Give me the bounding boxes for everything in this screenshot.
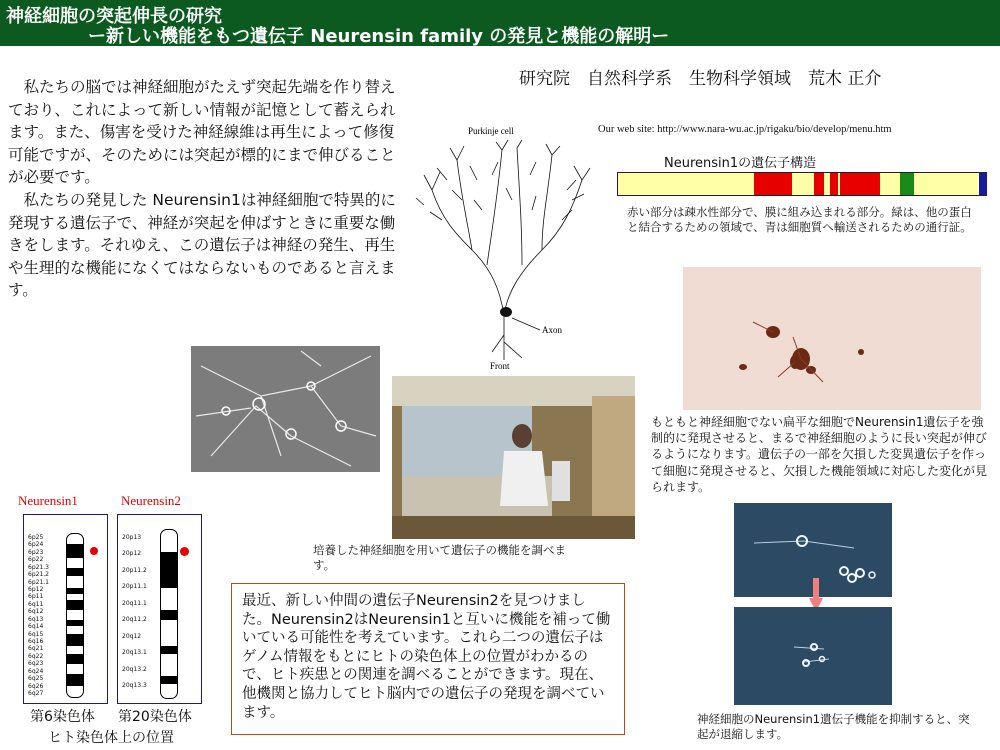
- band-label: 6q24: [28, 667, 44, 675]
- neurensin2-label: Neurensin2: [121, 493, 181, 508]
- hydrophobic-region: [754, 173, 792, 195]
- band-label: 6p25: [28, 534, 44, 541]
- culture-caption: 培養した神経細胞を用いて遺伝子の機能を調べます。: [313, 543, 566, 572]
- chromosome-6-caption: 第6染色体: [30, 709, 95, 725]
- band-label: 20q11.2: [122, 616, 147, 624]
- hydrophobic-region: [830, 173, 838, 195]
- band-label: 6p21.1: [28, 578, 49, 586]
- neurensin1-locus-marker: [90, 547, 98, 555]
- band-label: 6p11: [28, 593, 44, 601]
- band-label: 20p12: [122, 550, 142, 558]
- purkinje-label: Purkinje cell: [468, 126, 514, 136]
- gene-structure-bar: [617, 172, 987, 196]
- band-label: 20q13.1: [122, 649, 147, 657]
- band-label: 6p22: [28, 556, 44, 564]
- website-link[interactable]: Our web site: http://www.nara-wu.ac.jp/rigaku/bio/develop/menu.htm: [598, 124, 892, 135]
- band-label: 6p24: [28, 541, 44, 549]
- intro-text: [8, 76, 406, 302]
- author-affiliation: 研究院 自然科学系 生物科学領域 荒木 正介: [519, 69, 882, 89]
- band-label: 6q14: [28, 623, 44, 631]
- band-label: 6q27: [28, 690, 44, 697]
- page-subtitle: ー新しい機能をもつ遺伝子 Neurensin family の発見と機能の解明ー: [88, 26, 670, 47]
- gene-structure-title: Neurensin1の遺伝子構造: [664, 156, 817, 171]
- band-label: 20p11.1: [122, 583, 147, 591]
- neurensin2-textbox: 最近、新しい仲間の遺伝子Neurensin2を見つけました。Neurensin2はNeurensin1と互いに機能を補って働いている可能性を考えています。これら二つの遺伝子はゲノム情報をもとにヒトの染色体上の位置がわかるので、ヒト疾患との関連を調べることができます。現在、他機関と協力してヒト脳内での遺伝子の発現を調べています。: [231, 583, 625, 735]
- chromosome-20-caption: 第20染色体: [118, 709, 192, 725]
- band-label: 20q12: [122, 632, 142, 640]
- title-banner: [0, 0, 1000, 46]
- band-label: 20q13.2: [122, 665, 147, 673]
- chromosome-20: [160, 529, 178, 699]
- transfected-cell-photo: [683, 267, 981, 410]
- band-label: 6q12: [28, 608, 44, 616]
- axon-label: Axon: [542, 325, 562, 335]
- band-label: 20p11.2: [122, 566, 147, 574]
- suppression-caption: 神経細胞のNeurensin1遺伝子機能を抑制すると、突起が退縮します。: [697, 712, 970, 741]
- transport-region: [979, 173, 987, 195]
- band-label: 20p13: [122, 534, 142, 541]
- neurensin1-label: Neurensin1: [18, 493, 78, 508]
- band-label: 6q23: [28, 660, 44, 668]
- band-label: 6p23: [28, 548, 44, 556]
- page-title: 神経細胞の突起伸長の研究: [6, 6, 222, 27]
- band-label: 20q11.1: [122, 599, 147, 607]
- band-label: 6q16: [28, 638, 44, 645]
- band-label: 6q11: [28, 600, 44, 608]
- chromosome-20-panel: [117, 514, 202, 704]
- gene-structure-caption: 赤い部分は疎水性部分で、膜に組み込まれる部分。緑は、他の蛋白と結合するための領域で、青は細胞質へ輸送されるための通行証。: [627, 205, 972, 234]
- band-label: 6q25: [28, 675, 44, 683]
- intro-paragraph-2: 私たちの発見した Neurensin1は神経細胞で特異的に発現する遺伝子で、神経が突起を伸ばすときに重要な働きをします。それゆえ、この遺伝子は神経の発生、再生や生理的な機能になくてはならないものであると言えます。: [8, 190, 396, 300]
- binding-region: [900, 173, 914, 195]
- band-label: 6q15: [28, 630, 44, 638]
- neuron-after-photo: [734, 607, 892, 705]
- purkinje-cell-drawing: [412, 120, 600, 370]
- cultured-neurons-photo: [191, 346, 380, 472]
- band-label: 6p21.3: [28, 563, 49, 571]
- neurensin2-locus-marker: [180, 547, 189, 556]
- band-label: 6p21.2: [28, 571, 49, 579]
- chromosome-footer: ヒト染色体上の位置: [48, 730, 174, 746]
- band-label: 6q13: [28, 615, 44, 623]
- hydrophobic-region: [840, 173, 880, 195]
- chromosome-6-panel: [23, 514, 108, 704]
- band-label: 6q22: [28, 652, 44, 660]
- laboratory-photo: [392, 376, 635, 539]
- overexpression-caption: もともと神経細胞でない扁平な細胞でNeurensin1遺伝子を強制的に発現させると、まるで神経細胞のように長い突起が伸びるようになります。遺伝子の一部を欠損した変異遺伝子を作って細胞に発現させると、欠損した機能領域に対応した変化が見られます。: [651, 415, 988, 494]
- front-label: Front: [490, 361, 510, 370]
- band-label: 6q26: [28, 682, 44, 690]
- intro-paragraph-1: 私たちの脳では神経細胞がたえず突起先端を作り替えており、これによって新しい情報が記憶として蓄えられます。また、傷害を受けた神経線維は再生によって修復可能ですが、そのためには突起が標的にまで伸びることが必要です。: [8, 78, 396, 187]
- band-label: 20q13.3: [122, 682, 147, 689]
- band-label: 6q21: [28, 645, 44, 653]
- hydrophobic-region: [814, 173, 824, 195]
- band-label: 6p12: [28, 586, 44, 593]
- chromosome-6: [66, 533, 84, 698]
